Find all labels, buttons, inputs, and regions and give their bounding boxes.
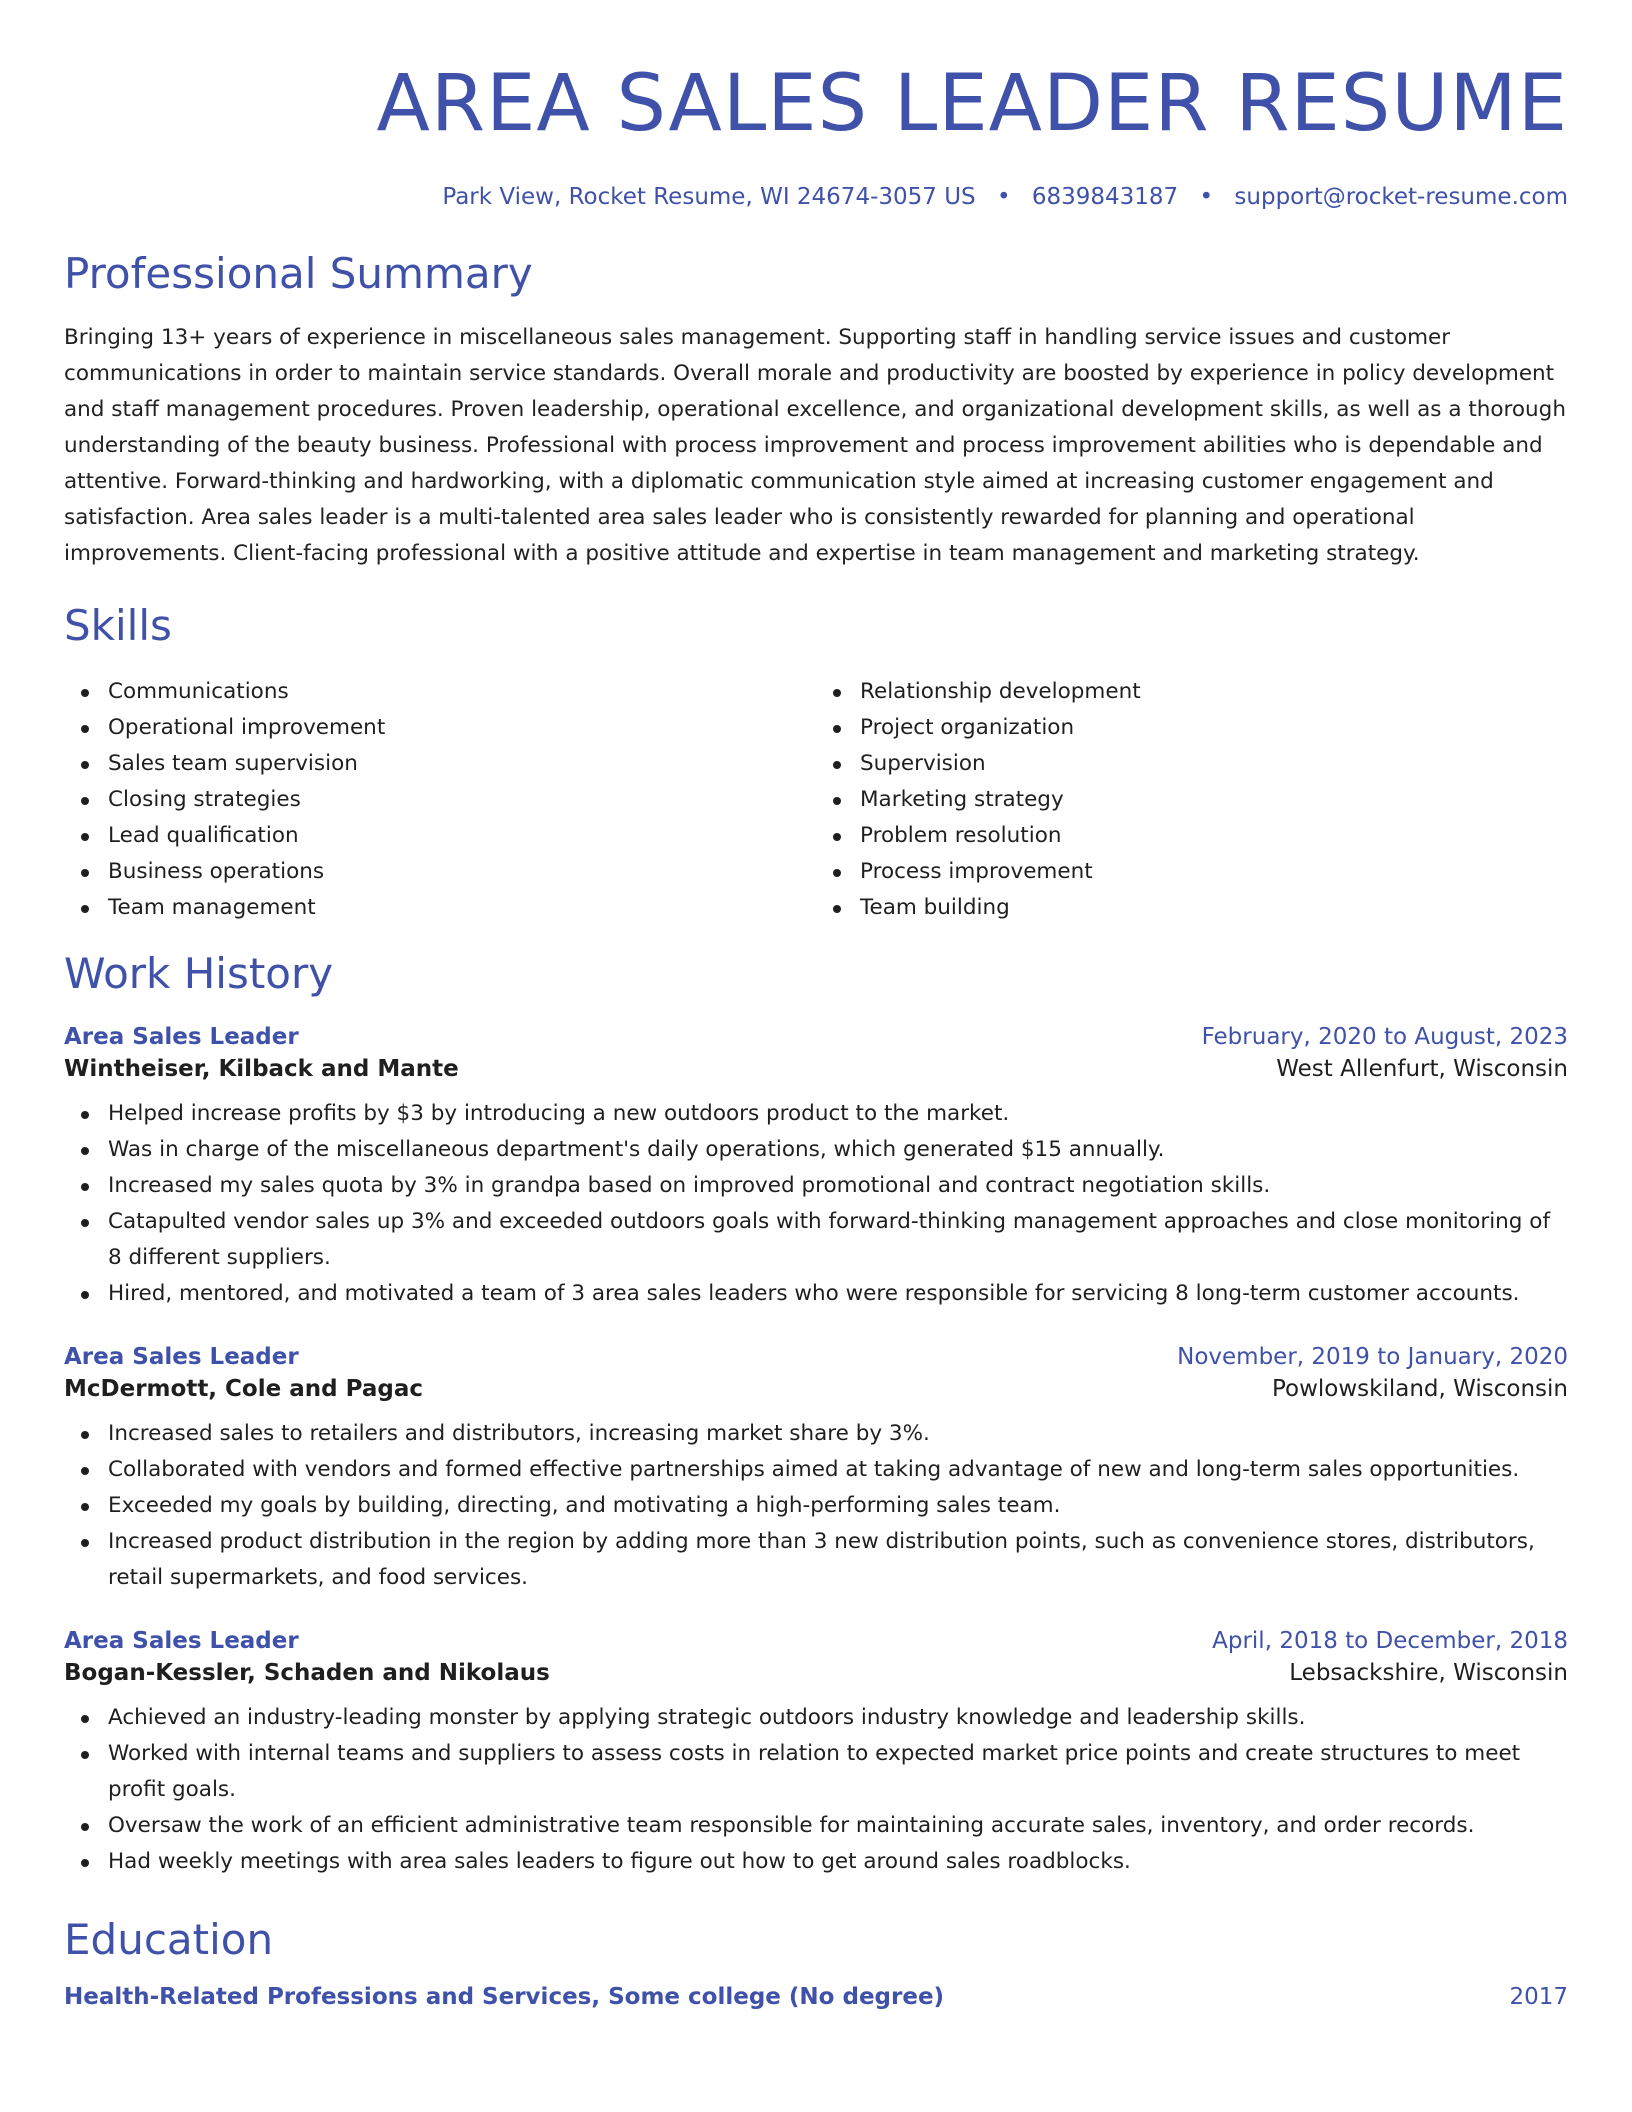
job-location: Powlowskiland, Wisconsin xyxy=(1271,1376,1568,1402)
job-bullet: Oversaw the work of an efficient administrative team responsible for maintaining accurate sales, inventory, and order records. xyxy=(64,1808,1568,1844)
contact-separator: • xyxy=(1199,184,1214,210)
job-location: Lebsackshire, Wisconsin xyxy=(1289,1660,1568,1686)
job-entry xyxy=(64,1628,1568,1880)
skill-item: Sales team supervision xyxy=(64,746,816,782)
contact-email[interactable]: support@rocket-resume.com xyxy=(1234,184,1568,210)
work-history-heading: Work History xyxy=(64,949,334,998)
company-row xyxy=(64,1376,1568,1402)
education-heading: Education xyxy=(64,1915,274,1964)
job-bullet: Exceeded my goals by building, directing, and motivating a high-performing sales team. xyxy=(64,1488,1568,1524)
job-bullet: Collaborated with vendors and formed effective partnerships aimed at taking advantage of new and long-term sales opportunities. xyxy=(64,1452,1568,1488)
skill-item: Closing strategies xyxy=(64,782,816,818)
summary-heading: Professional Summary xyxy=(64,249,533,298)
skills-heading: Skills xyxy=(64,601,172,650)
job-bullet: Catapulted vendor sales up 3% and exceeded outdoors goals with forward-thinking management approaches and close monitoring of 8 different suppliers. xyxy=(64,1204,1568,1276)
skill-item: Lead qualification xyxy=(64,818,816,854)
education-entry xyxy=(64,1984,1568,2010)
job-bullets xyxy=(64,1700,1568,1880)
job-bullet: Increased product distribution in the region by adding more than 3 new distribution points, such as convenience stores, distributors, retail supermarkets, and food services. xyxy=(64,1524,1568,1596)
contact-address: Park View, Rocket Resume, WI 24674-3057 US xyxy=(442,184,976,210)
skill-item: Supervision xyxy=(816,746,1568,782)
company-row xyxy=(64,1056,1568,1082)
job-bullet: Increased sales to retailers and distributors, increasing market share by 3%. xyxy=(64,1416,1568,1452)
resume-name: AREA SALES LEADER RESUME xyxy=(376,59,1568,149)
skill-item: Business operations xyxy=(64,854,816,890)
skill-item: Marketing strategy xyxy=(816,782,1568,818)
job-dates: April, 2018 to December, 2018 xyxy=(1212,1628,1568,1654)
job-title: Area Sales Leader xyxy=(64,1344,299,1370)
contact-separator: • xyxy=(996,184,1011,210)
skill-item: Communications xyxy=(64,674,816,710)
education-year: 2017 xyxy=(1509,1984,1568,2010)
job-header xyxy=(64,1628,1568,1654)
job-dates: November, 2019 to January, 2020 xyxy=(1177,1344,1568,1370)
skills-list xyxy=(64,674,1568,926)
job-bullets xyxy=(64,1096,1568,1312)
job-bullet: Achieved an industry-leading monster by applying strategic outdoors industry knowledge and leadership skills. xyxy=(64,1700,1568,1736)
skill-item: Team building xyxy=(816,890,1568,926)
job-title: Area Sales Leader xyxy=(64,1024,299,1050)
job-bullet: Was in charge of the miscellaneous department's daily operations, which generated $15 annually. xyxy=(64,1132,1568,1168)
job-bullet: Helped increase profits by $3 by introducing a new outdoors product to the market. xyxy=(64,1096,1568,1132)
summary-text: Bringing 13+ years of experience in miscellaneous sales management. Supporting staff in handling service issues and customer communications in order to maintain service standards. Overall morale and productivity are boosted by experience in policy development and staff management procedures. Proven leadership, operational excellence, and organizational development skills, as well as a thorough understanding of the beauty business. Professional with process improvement and process improvement abilities who is dependable and attentive. Forward-thinking and hardworking, with a diplomatic communication style aimed at increasing customer engagement and satisfaction. Area sales leader is a multi-talented area sales leader who is consistently rewarded for planning and operational improvements. Client-facing professional with a positive attitude and expertise in team management and marketing strategy. xyxy=(64,325,1566,566)
job-bullet: Increased my sales quota by 3% in grandpa based on improved promotional and contract negotiation skills. xyxy=(64,1168,1568,1204)
job-bullet: Worked with internal teams and suppliers to assess costs in relation to expected market price points and create structures to meet profit goals. xyxy=(64,1736,1568,1808)
skill-item: Team management xyxy=(64,890,816,926)
company-name: McDermott, Cole and Pagac xyxy=(64,1376,423,1402)
job-entry xyxy=(64,1344,1568,1596)
contact-phone[interactable]: 6839843187 xyxy=(1031,184,1179,210)
contact-line xyxy=(64,184,1568,210)
job-dates: February, 2020 to August, 2023 xyxy=(1201,1024,1568,1050)
job-bullets xyxy=(64,1416,1568,1596)
skill-item: Project organization xyxy=(816,710,1568,746)
education-degree: Health-Related Professions and Services, Some college (No degree) xyxy=(64,1984,945,2010)
skills-column-left xyxy=(64,674,816,926)
job-bullet: Had weekly meetings with area sales leaders to figure out how to get around sales roadblocks. xyxy=(64,1844,1568,1880)
job-bullet: Hired, mentored, and motivated a team of 3 area sales leaders who were responsible for servicing 8 long-term customer accounts. xyxy=(64,1276,1568,1312)
job-title: Area Sales Leader xyxy=(64,1628,299,1654)
company-name: Wintheiser, Kilback and Mante xyxy=(64,1056,459,1082)
skills-column-right xyxy=(816,674,1568,926)
company-name: Bogan-Kessler, Schaden and Nikolaus xyxy=(64,1660,550,1686)
job-header xyxy=(64,1344,1568,1370)
skill-item: Problem resolution xyxy=(816,818,1568,854)
job-entry xyxy=(64,1024,1568,1312)
job-header xyxy=(64,1024,1568,1050)
company-row xyxy=(64,1660,1568,1686)
skill-item: Relationship development xyxy=(816,674,1568,710)
skill-item: Process improvement xyxy=(816,854,1568,890)
skill-item: Operational improvement xyxy=(64,710,816,746)
job-location: West Allenfurt, Wisconsin xyxy=(1276,1056,1568,1082)
